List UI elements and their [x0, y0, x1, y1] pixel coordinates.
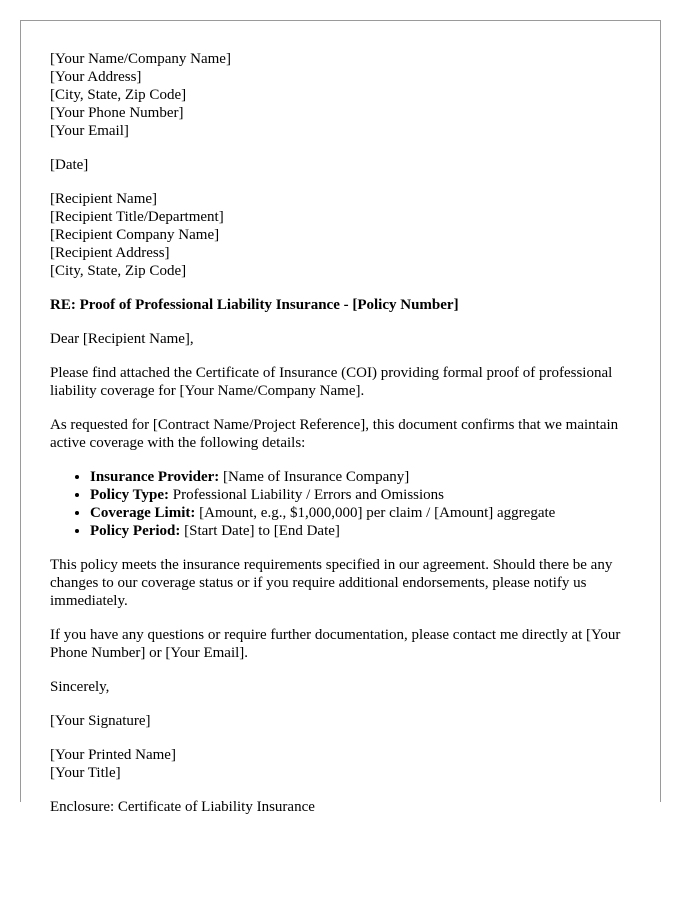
sender-city-state-zip: [City, State, Zip Code] [50, 87, 187, 103]
detail-label-policy-type: Policy Type: [90, 487, 170, 503]
recipient-company: [Recipient Company Name] [50, 227, 220, 243]
requirements-paragraph: This policy meets the insurance requirements specified in our agreement. Should there be any changes to our coverage status or if you require additional endorsements, please notify us immediately. [50, 557, 613, 609]
detail-label-policy-period: Policy Period: [90, 523, 181, 539]
detail-value-provider: [Name of Insurance Company] [219, 469, 410, 485]
list-item [90, 468, 640, 486]
contact-paragraph: If you have any questions or require further documentation, please contact me directly at [Your Phone Number] or [Your Email]. [50, 627, 621, 661]
letter-date: [Date] [50, 157, 89, 173]
recipient-title: [Recipient Title/Department] [50, 209, 224, 225]
printed-name: [Your Printed Name] [50, 747, 176, 763]
sender-phone: [Your Phone Number] [50, 105, 184, 121]
detail-label-provider: Insurance Provider: [90, 469, 220, 485]
recipient-city-state-zip: [City, State, Zip Code] [50, 263, 187, 279]
request-paragraph: As requested for [Contract Name/Project Reference], this document confirms that we maintain active coverage with the following details: [50, 417, 619, 451]
detail-value-policy-period: [Start Date] to [End Date] [180, 523, 340, 539]
letter-content [50, 50, 640, 816]
subject-line: RE: Proof of Professional Liability Insurance - [Policy Number] [50, 297, 459, 313]
detail-label-coverage-limit: Coverage Limit: [90, 505, 196, 521]
coverage-details-list [50, 468, 640, 540]
sender-block [50, 50, 640, 140]
signature: [Your Signature] [50, 713, 151, 729]
printed-title: [Your Title] [50, 765, 121, 781]
salutation: Dear [Recipient Name], [50, 331, 194, 347]
detail-value-policy-type: Professional Liability / Errors and Omissions [169, 487, 445, 503]
sender-address: [Your Address] [50, 69, 142, 85]
list-item [90, 486, 640, 504]
recipient-name: [Recipient Name] [50, 191, 158, 207]
list-item [90, 522, 640, 540]
closing: Sincerely, [50, 679, 110, 695]
list-item [90, 504, 640, 522]
recipient-block [50, 190, 640, 280]
sender-email: [Your Email] [50, 123, 129, 139]
printed-name-block [50, 746, 640, 782]
intro-paragraph: Please find attached the Certificate of Insurance (COI) providing formal proof of professional liability coverage for [Your Name/Company Name]. [50, 365, 613, 399]
detail-value-coverage-limit: [Amount, e.g., $1,000,000] per claim / [Amount] aggregate [195, 505, 556, 521]
recipient-address: [Recipient Address] [50, 245, 170, 261]
sender-name: [Your Name/Company Name] [50, 51, 231, 67]
enclosure-line: Enclosure: Certificate of Liability Insurance [50, 799, 315, 815]
letter-page [20, 20, 661, 815]
